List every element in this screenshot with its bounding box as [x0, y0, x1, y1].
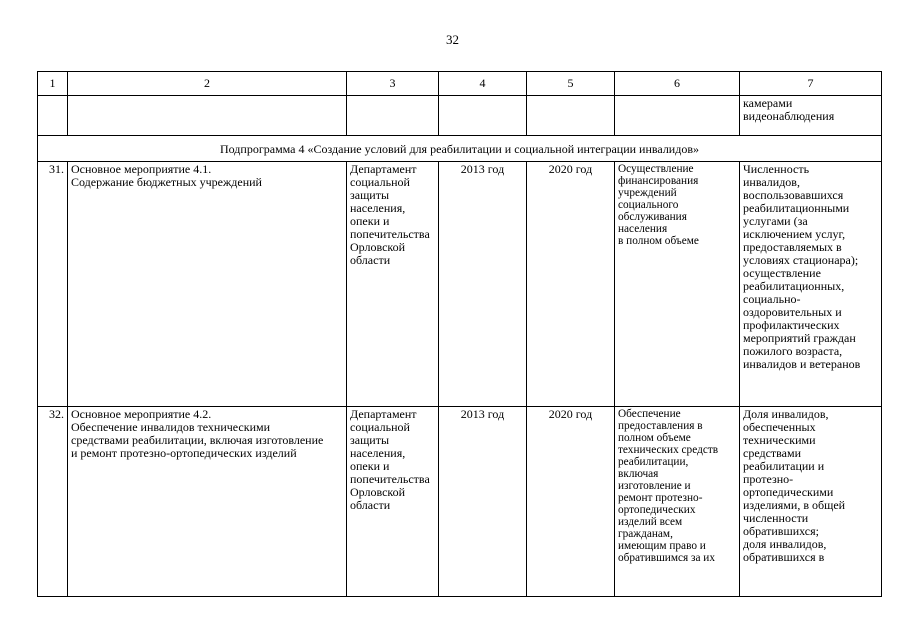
expected-result: Осуществление финансирования учреждений социального обслуживания населения в полном объеме	[618, 163, 699, 247]
table-cell	[347, 407, 439, 597]
indicator-text: Доля инвалидов, обеспеченных техническими средствами реабилитации и протезно- ортопедическими изделиями, в общей численности обратившихся; доля инвалидов, обратившихся в	[743, 407, 846, 564]
row-number: 32.	[38, 407, 68, 597]
start-year: 2013 год	[439, 162, 527, 407]
column-header: 4	[439, 72, 527, 96]
page-number: 32	[446, 32, 459, 47]
column-header: 5	[527, 72, 615, 96]
subprogram-title: Подпрограмма 4 «Создание условий для реабилитации и социальной интеграции инвалидов»	[38, 136, 882, 162]
table-cell	[347, 162, 439, 407]
event-name: Основное мероприятие 4.2. Обеспечение инвалидов техническими средствами реабилитации, включая изготовление и ремонт протезно-ортопедических изделий	[71, 407, 324, 460]
column-header: 1	[38, 72, 68, 96]
column-header: 3	[347, 72, 439, 96]
row-number: 31.	[38, 162, 68, 407]
executor: Департамент социальной защиты населения, опеки и попечительства Орловской области	[350, 407, 430, 512]
table-cell	[615, 162, 740, 407]
expected-result: Обеспечение предоставления в полном объеме технических средств реабилитации, включая изготовление и ремонт протезно- ортопедических изделий всем гражданам, имеющим право и обратившимся за их	[618, 408, 719, 564]
table-cell	[527, 96, 615, 136]
table-cell	[68, 407, 347, 597]
table-row	[38, 162, 882, 407]
column-header: 7	[740, 72, 882, 96]
table-cell	[68, 96, 347, 136]
column-header: 2	[68, 72, 347, 96]
end-year: 2020 год	[527, 407, 615, 597]
table-cell	[740, 407, 882, 597]
column-number-row	[38, 72, 882, 96]
column-header: 6	[615, 72, 740, 96]
indicator-text: камерами видеонаблюдения	[743, 96, 835, 123]
table-cell	[740, 162, 882, 407]
continuation-row	[38, 96, 882, 136]
indicator-text: Численность инвалидов, воспользовавшихся реабилитационными услугами (за исключением услуг, предоставляемых в условиях стационара); осуществление реабилитационных, социально- оздоровительных и профилактических мероприятий граждан пожилого возраста, инвалидов и ветеранов	[743, 162, 861, 371]
table-cell	[68, 162, 347, 407]
event-name: Основное мероприятие 4.1. Содержание бюджетных учреждений	[71, 162, 262, 189]
program-events-table	[37, 71, 882, 597]
table-cell	[439, 96, 527, 136]
table-cell	[615, 407, 740, 597]
table-cell	[38, 96, 68, 136]
start-year: 2013 год	[439, 407, 527, 597]
table-row	[38, 407, 882, 597]
table-cell	[740, 96, 882, 136]
table-cell	[615, 96, 740, 136]
end-year: 2020 год	[527, 162, 615, 407]
table-cell	[347, 96, 439, 136]
subprogram-row	[38, 136, 882, 162]
executor: Департамент социальной защиты населения, опеки и попечительства Орловской области	[350, 162, 430, 267]
